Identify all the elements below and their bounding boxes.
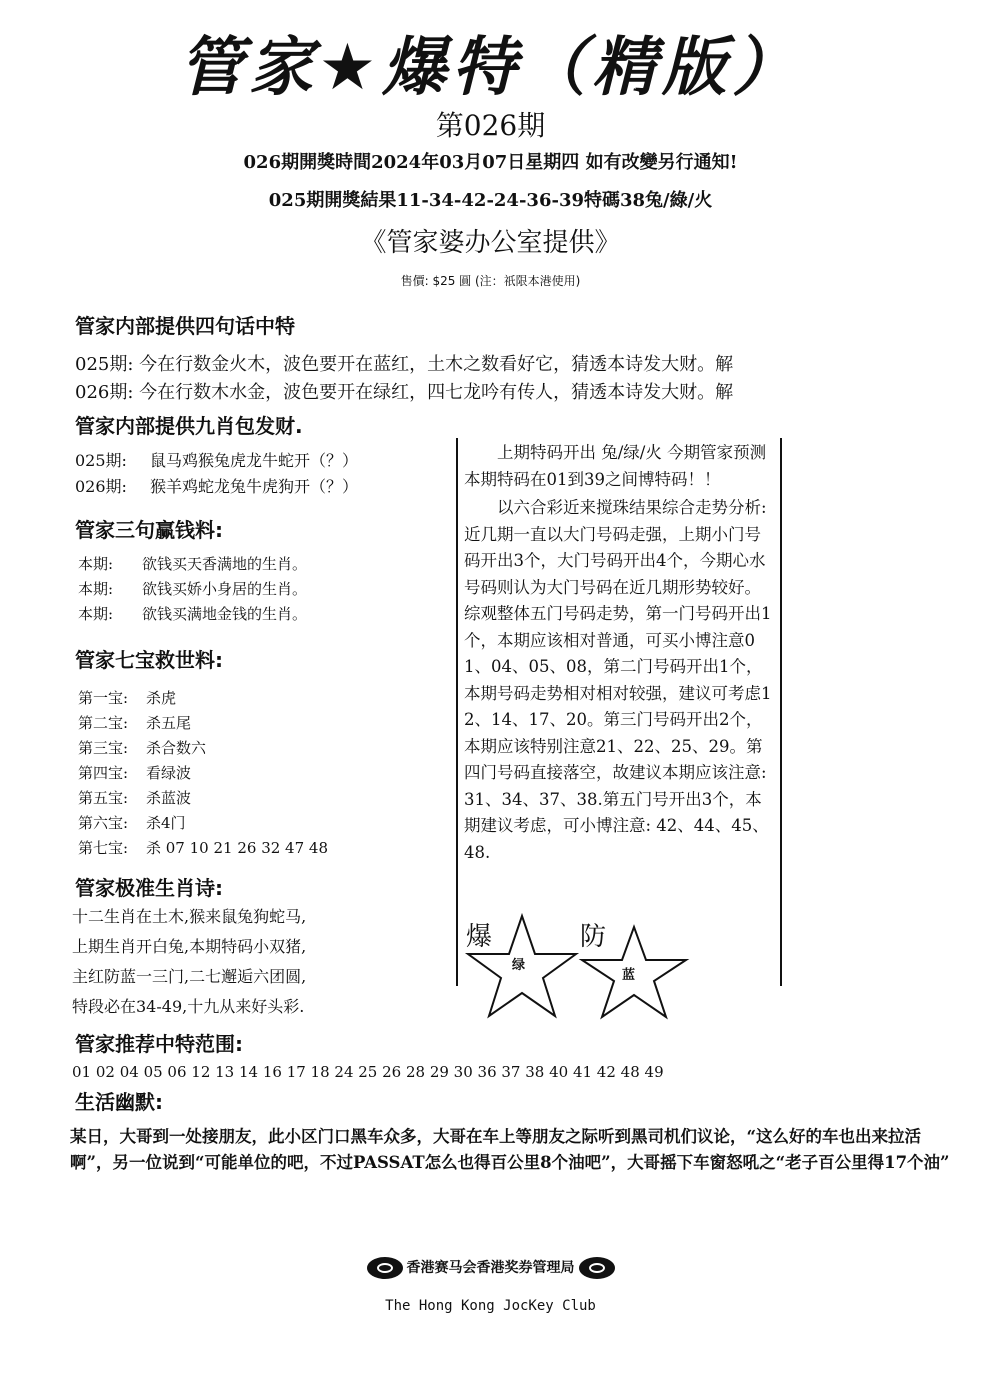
jockey-club-logo-icon [579,1257,615,1279]
price-note: 售價: $25 圓 (注：祇限本港使用) [400,274,581,288]
issue-number: 第026期 [435,109,546,142]
treasure-text-2: 杀五尾 [146,714,192,732]
humor-text: 某日，大哥到一处接朋友，此小区门口黑车众多，大哥在车上等朋友之际听到黑司机们议论，“这么好的车也出来拉活啊”，另一位说到“可能单位的吧，不过PASSAT怎么也得百公里8个油吧”，大哥摇下车窗怒吼之“老子百公里得17个油” [70,1127,950,1172]
jockey-club-logo-icon [367,1257,403,1279]
star-label-bao: 爆 [466,922,493,952]
poem-line-1: 十二生肖在土木,猴来鼠兔狗蛇马, [72,907,307,926]
treasure-text-4: 看绿波 [146,764,192,782]
poem-line-3: 主红防蓝一三门,二七邂逅六团圆, [72,967,307,986]
poem-heading: 管家极准生肖诗: [75,876,223,900]
nine-zodiac-text-026: 猴羊鸡蛇龙兔牛虎狗开（？） [150,477,359,496]
treasure-label-3: 第三宝: [78,739,129,757]
three-lines-label-1: 本期: [78,555,114,573]
treasure-label-4: 第四宝: [78,764,129,782]
treasure-text-1: 杀虎 [146,689,177,707]
nine-zodiac-text-025: 鼠马鸡猴兔虎龙牛蛇开（？） [150,451,359,470]
treasure-label-1: 第一宝: [78,689,129,707]
footer-org-cn: 香港赛马会香港奖券管理局 [406,1260,575,1276]
three-lines-label-3: 本期: [78,605,114,623]
analysis-paragraph-1: 上期特码开出 兔/绿/火 今期管家预测本期特码在01到39之间博特码！！ [464,443,767,489]
treasure-text-6: 杀4门 [146,814,186,832]
range-heading: 管家推荐中特范围: [75,1032,243,1056]
treasure-label-2: 第二宝: [78,714,129,732]
footer-org [0,1256,981,1280]
page-title: 管家★爆特（精版） [178,31,803,105]
star-text-green: 绿 [512,958,526,973]
treasure-label-6: 第六宝: [78,814,129,832]
last-result: 025期開獎結果11-34-42-24-36-39特碼38兔/綠/火 [268,190,713,211]
three-lines-text-2: 欲钱买娇小身居的生肖。 [142,580,308,598]
treasure-text-5: 杀蓝波 [146,789,192,807]
footer-org-en: The Hong Kong JocKey Club [385,1298,596,1314]
star-label-fang: 防 [580,922,607,952]
analysis-text [464,440,772,866]
treasure-text-7: 杀 07 10 21 26 32 47 48 [146,839,328,857]
four-lines-row-025: 025期: 今在行数金火木，波色要开在蓝红，土木之数看好它，猜透本诗发大财。解 [75,354,734,375]
treasure-label-5: 第五宝: [78,789,129,807]
nine-zodiac-label-025: 025期: [75,451,127,470]
three-lines-label-2: 本期: [78,580,114,598]
treasure-text-3: 杀合数六 [146,739,207,757]
star-text-blue: 蓝 [622,968,636,983]
poem-line-2: 上期生肖开白兔,本期特码小双猪, [72,937,307,956]
humor-heading: 生活幽默: [75,1090,163,1114]
three-lines-text-3: 欲钱买满地金钱的生肖。 [142,605,308,623]
three-lines-text-1: 欲钱买天香满地的生肖。 [142,555,308,573]
draw-time: 026期開獎時間2024年03月07日星期四 如有改變另行通知! [243,152,738,173]
four-lines-row-026: 026期: 今在行数木水金，波色要开在绿红，四七龙吟有传人，猜透本诗发大财。解 [75,382,734,403]
range-numbers: 01 02 04 05 06 12 13 14 16 17 18 24 25 26 28 29 30 36 37 38 40 41 42 48 49 [72,1063,664,1081]
office-credit: 《管家婆办公室提供》 [360,228,621,258]
treasure-label-7: 第七宝: [78,839,129,857]
three-lines-heading: 管家三句赢钱料: [75,518,223,542]
nine-zodiac-label-026: 026期: [75,477,127,496]
analysis-paragraph-2: 以六合彩近来搅珠结果综合走势分析: 近几期一直以大门号码走强，上期小门号码开出3个，大门号码开出4个，今期心水号码则认为大门号码在近几期形势较好。综观整体五门号码走势，第一门号码开出1个，本期应该相对普通，可买小博注意01、04、05、08，第二门号码开出1个，本期号码走势相对相对较强，建议可考虑12、14、17、20。第三门号码开出2个，本期应该特别注意21、22、25、29。第四门号码直接落空，故建议本期应该注意: 31、34、37、38.第五门号开出3个，本期建议考虑，可小博注意: 42、44、45、48. [464,498,772,862]
seven-treasures-heading: 管家七宝救世料: [75,648,223,672]
nine-zodiac-heading: 管家内部提供九肖包发财. [75,414,303,438]
poem-line-4: 特段必在34-49,十九从来好头彩. [72,997,305,1016]
four-lines-heading: 管家内部提供四句话中特 [75,314,295,338]
